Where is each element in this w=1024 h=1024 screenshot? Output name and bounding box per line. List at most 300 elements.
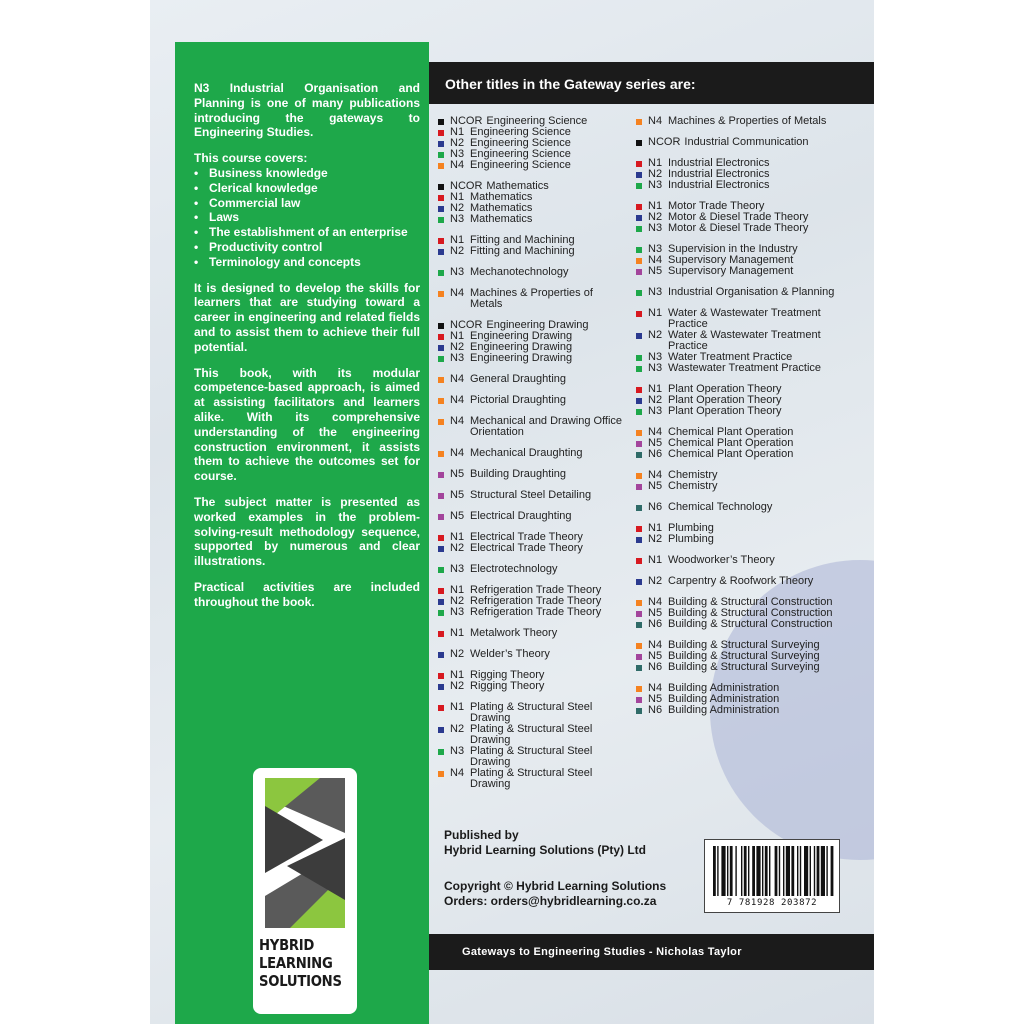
title-name: Woodworker’s Theory bbox=[668, 554, 775, 566]
title-name: Mechanotechnology bbox=[470, 266, 569, 278]
title-level: N4 bbox=[648, 639, 663, 651]
publisher-logo bbox=[253, 768, 357, 1014]
title-level: NCOR bbox=[450, 180, 483, 192]
level-square-icon bbox=[438, 270, 444, 276]
title-level: N2 bbox=[648, 394, 663, 406]
title-item bbox=[438, 511, 628, 522]
title-item bbox=[438, 448, 628, 459]
title-group bbox=[438, 649, 628, 660]
logo-mark-icon bbox=[265, 778, 345, 928]
level-square-icon bbox=[636, 473, 642, 479]
topic-item: • Productivity control bbox=[194, 240, 420, 255]
published-by-label: Published by bbox=[444, 828, 519, 842]
title-level: N3 bbox=[450, 352, 465, 364]
title-level: N4 bbox=[450, 767, 465, 779]
title-name: Chemical Plant Operation bbox=[668, 448, 794, 460]
title-name: Water & Wastewater Treatment Practice bbox=[668, 307, 821, 330]
title-level: N1 bbox=[648, 200, 663, 212]
title-item bbox=[636, 223, 841, 234]
title-item bbox=[438, 607, 628, 618]
level-square-icon bbox=[636, 409, 642, 415]
title-level: N1 bbox=[648, 522, 663, 534]
title-level: N4 bbox=[450, 159, 465, 171]
level-square-icon bbox=[438, 184, 444, 190]
title-level: N1 bbox=[450, 669, 465, 681]
level-square-icon bbox=[636, 526, 642, 532]
level-square-icon bbox=[438, 514, 444, 520]
title-level: N2 bbox=[450, 680, 465, 692]
title-group bbox=[636, 137, 841, 148]
title-item bbox=[438, 490, 628, 501]
titles-column-right bbox=[636, 116, 841, 726]
title-item bbox=[438, 768, 628, 790]
logo-line: SOLUTIONS bbox=[259, 972, 342, 990]
title-item bbox=[438, 267, 628, 278]
title-item bbox=[438, 702, 628, 724]
title-name: Industrial Electronics bbox=[668, 157, 770, 169]
level-square-icon bbox=[438, 652, 444, 658]
orders-contact: Orders: orders@hybridlearning.co.za bbox=[444, 893, 657, 908]
title-group bbox=[636, 555, 841, 566]
title-level: N3 bbox=[450, 148, 465, 160]
title-name: Engineering Drawing bbox=[470, 352, 573, 364]
title-group bbox=[636, 640, 841, 673]
topic-list bbox=[194, 166, 420, 270]
title-name: Industrial Electronics bbox=[668, 179, 770, 191]
level-square-icon bbox=[438, 567, 444, 573]
level-square-icon bbox=[636, 430, 642, 436]
title-level: N2 bbox=[648, 533, 663, 545]
title-name: Rigging Theory bbox=[470, 680, 545, 692]
title-group bbox=[438, 670, 628, 692]
level-square-icon bbox=[636, 654, 642, 660]
title-item bbox=[636, 308, 841, 330]
title-name: Wastewater Treatment Practice bbox=[668, 362, 822, 374]
title-name: Building & Structural Construction bbox=[668, 607, 833, 619]
topic-item: • Terminology and concepts bbox=[194, 255, 420, 270]
title-group bbox=[438, 702, 628, 790]
title-name: Engineering Drawing bbox=[486, 319, 589, 331]
title-item bbox=[438, 192, 628, 203]
title-name: Refrigeration Trade Theory bbox=[470, 595, 602, 607]
title-level: N2 bbox=[450, 137, 465, 149]
title-name: Mechanical and Drawing Office Orientation bbox=[470, 415, 623, 438]
level-square-icon bbox=[636, 215, 642, 221]
title-name: Machines & Properties of Metals bbox=[470, 287, 593, 310]
title-level: N5 bbox=[648, 607, 663, 619]
title-name: Plant Operation Theory bbox=[668, 405, 782, 417]
title-item bbox=[636, 287, 841, 298]
title-item bbox=[438, 469, 628, 480]
title-level: NCOR bbox=[648, 136, 681, 148]
title-name: Water & Wastewater Treatment Practice bbox=[668, 329, 821, 352]
title-group bbox=[636, 597, 841, 630]
level-square-icon bbox=[636, 537, 642, 543]
title-level: N2 bbox=[648, 211, 663, 223]
covers-label: This course covers: bbox=[194, 151, 308, 166]
level-square-icon bbox=[636, 226, 642, 232]
title-item bbox=[636, 523, 841, 534]
title-level: N2 bbox=[648, 575, 663, 587]
title-level: N4 bbox=[450, 373, 465, 385]
level-square-icon bbox=[438, 398, 444, 404]
level-square-icon bbox=[636, 247, 642, 253]
title-level: N3 bbox=[450, 266, 465, 278]
title-name: General Draughting bbox=[470, 373, 567, 385]
title-group bbox=[438, 395, 628, 406]
level-square-icon bbox=[636, 140, 642, 146]
title-level: N6 bbox=[648, 501, 663, 513]
topic-item: • Commercial law bbox=[194, 196, 420, 211]
level-square-icon bbox=[438, 345, 444, 351]
title-group bbox=[438, 320, 628, 364]
level-square-icon bbox=[636, 708, 642, 714]
title-name: Engineering Science bbox=[470, 159, 571, 171]
title-name: Building Draughting bbox=[470, 468, 567, 480]
level-square-icon bbox=[636, 484, 642, 490]
level-square-icon bbox=[438, 323, 444, 329]
title-name: Plumbing bbox=[668, 533, 714, 545]
title-level: N4 bbox=[450, 287, 465, 299]
level-square-icon bbox=[438, 206, 444, 212]
title-name: Industrial Organisation & Planning bbox=[668, 286, 835, 298]
level-square-icon bbox=[438, 493, 444, 499]
level-square-icon bbox=[636, 611, 642, 617]
title-group bbox=[438, 585, 628, 618]
title-level: N3 bbox=[450, 606, 465, 618]
level-square-icon bbox=[438, 684, 444, 690]
level-square-icon bbox=[438, 451, 444, 457]
title-item bbox=[438, 214, 628, 225]
level-square-icon bbox=[438, 673, 444, 679]
level-square-icon bbox=[636, 505, 642, 511]
title-level: N5 bbox=[648, 650, 663, 662]
title-level: N2 bbox=[450, 542, 465, 554]
title-level: N2 bbox=[450, 648, 465, 660]
title-name: Metalwork Theory bbox=[470, 627, 558, 639]
level-square-icon bbox=[438, 419, 444, 425]
title-group bbox=[636, 683, 841, 716]
title-level: N1 bbox=[450, 627, 465, 639]
title-item bbox=[636, 137, 841, 148]
title-level: N2 bbox=[450, 202, 465, 214]
title-level: N4 bbox=[450, 447, 465, 459]
level-square-icon bbox=[438, 356, 444, 362]
intro-paragraph-4: The subject matter is presented as worked examples in the problem-solving-result methodology sequence, supported by numerous and clear illustrations. bbox=[194, 494, 420, 569]
title-item bbox=[438, 628, 628, 639]
logo-line: LEARNING bbox=[259, 954, 333, 972]
level-square-icon bbox=[636, 204, 642, 210]
level-square-icon bbox=[636, 441, 642, 447]
title-item bbox=[636, 555, 841, 566]
title-item bbox=[438, 160, 628, 171]
titles-column-left bbox=[438, 116, 628, 800]
title-level: N2 bbox=[450, 245, 465, 257]
title-item bbox=[636, 534, 841, 545]
title-item bbox=[636, 266, 841, 277]
level-square-icon bbox=[636, 366, 642, 372]
level-square-icon bbox=[636, 183, 642, 189]
level-square-icon bbox=[438, 771, 444, 777]
level-square-icon bbox=[636, 258, 642, 264]
title-level: N5 bbox=[450, 510, 465, 522]
title-level: N6 bbox=[648, 704, 663, 716]
title-item bbox=[438, 746, 628, 768]
title-level: N2 bbox=[450, 595, 465, 607]
title-item bbox=[636, 481, 841, 492]
title-level: N2 bbox=[648, 329, 663, 341]
level-square-icon bbox=[438, 249, 444, 255]
series-header-bar bbox=[429, 62, 874, 104]
title-level: N2 bbox=[450, 341, 465, 353]
topic-item: • Clerical knowledge bbox=[194, 181, 420, 196]
title-level: N6 bbox=[648, 661, 663, 673]
title-group bbox=[438, 374, 628, 385]
title-group bbox=[438, 628, 628, 639]
level-square-icon bbox=[438, 588, 444, 594]
title-group bbox=[636, 384, 841, 417]
title-name: Building Administration bbox=[668, 704, 780, 716]
title-name: Industrial Communication bbox=[684, 136, 809, 148]
title-name: Building & Structural Construction bbox=[668, 618, 833, 630]
title-name: Supervision in the Industry bbox=[668, 243, 798, 255]
title-name: Electrotechnology bbox=[470, 563, 558, 575]
title-name: Machines & Properties of Metals bbox=[668, 115, 827, 127]
title-item bbox=[438, 203, 628, 214]
title-name: Chemistry bbox=[668, 469, 718, 481]
title-group bbox=[636, 427, 841, 460]
level-square-icon bbox=[636, 558, 642, 564]
title-level: N4 bbox=[450, 415, 465, 427]
title-name: Plant Operation Theory bbox=[668, 394, 782, 406]
title-item bbox=[636, 470, 841, 481]
level-square-icon bbox=[636, 665, 642, 671]
title-level: N3 bbox=[450, 213, 465, 225]
title-name: Electrical Trade Theory bbox=[470, 531, 583, 543]
title-group bbox=[636, 576, 841, 587]
level-square-icon bbox=[438, 334, 444, 340]
intro-paragraph-1: N3 Industrial Organisation and Planning is one of many publications introducing the gateways to Engineering Studies. bbox=[194, 81, 420, 140]
level-square-icon bbox=[636, 311, 642, 317]
level-square-icon bbox=[636, 697, 642, 703]
title-level: N4 bbox=[648, 596, 663, 608]
title-item bbox=[438, 543, 628, 554]
title-item bbox=[438, 353, 628, 364]
title-group bbox=[636, 523, 841, 545]
title-name: Building Administration bbox=[668, 693, 780, 705]
level-square-icon bbox=[438, 195, 444, 201]
title-level: N1 bbox=[450, 330, 465, 342]
title-level: N4 bbox=[648, 469, 663, 481]
title-level: N5 bbox=[450, 468, 465, 480]
title-level: N3 bbox=[648, 405, 663, 417]
title-level: N4 bbox=[648, 115, 663, 127]
title-group bbox=[636, 244, 841, 277]
title-name: Plant Operation Theory bbox=[668, 383, 782, 395]
title-name: Mathematics bbox=[470, 213, 533, 225]
title-name: Carpentry & Roofwork Theory bbox=[668, 575, 814, 587]
title-group bbox=[636, 308, 841, 374]
title-level: N3 bbox=[648, 286, 663, 298]
level-square-icon bbox=[438, 152, 444, 158]
title-group bbox=[438, 235, 628, 257]
title-level: NCOR bbox=[450, 115, 483, 127]
level-square-icon bbox=[636, 622, 642, 628]
title-group bbox=[438, 469, 628, 480]
title-name: Industrial Electronics bbox=[668, 168, 770, 180]
title-level: N2 bbox=[450, 723, 465, 735]
title-name: Plating & Structural Steel Drawing bbox=[470, 745, 593, 768]
title-group bbox=[438, 532, 628, 554]
title-group bbox=[636, 116, 841, 127]
isbn-barcode bbox=[704, 839, 840, 913]
level-square-icon bbox=[438, 610, 444, 616]
title-group bbox=[438, 564, 628, 575]
intro-paragraph-3: This book, with its modular competence-based approach, is aimed at assisting facilitators and learners alike. With its comprehensive understanding of the engineering construction environment, it assists them to achieve the outcomes set for course. bbox=[194, 365, 420, 484]
title-level: N5 bbox=[648, 693, 663, 705]
level-square-icon bbox=[636, 333, 642, 339]
title-level: N3 bbox=[648, 179, 663, 191]
title-name: Motor & Diesel Trade Theory bbox=[668, 222, 809, 234]
title-group bbox=[438, 416, 628, 438]
barcode-digits: 7 781928 203872 bbox=[726, 898, 818, 908]
level-square-icon bbox=[438, 291, 444, 297]
title-level: N1 bbox=[648, 307, 663, 319]
title-level: NCOR bbox=[450, 319, 483, 331]
level-square-icon bbox=[438, 217, 444, 223]
title-level: N1 bbox=[648, 554, 663, 566]
level-square-icon bbox=[636, 355, 642, 361]
title-name: Engineering Science bbox=[470, 137, 571, 149]
title-level: N2 bbox=[648, 168, 663, 180]
title-level: N3 bbox=[450, 563, 465, 575]
title-group bbox=[438, 490, 628, 501]
level-square-icon bbox=[636, 686, 642, 692]
title-name: Refrigeration Trade Theory bbox=[470, 606, 602, 618]
title-group bbox=[438, 116, 628, 171]
title-name: Engineering Science bbox=[470, 148, 571, 160]
title-name: Plating & Structural Steel Drawing bbox=[470, 723, 593, 746]
level-square-icon bbox=[636, 600, 642, 606]
title-name: Fitting and Machining bbox=[470, 245, 575, 257]
title-group bbox=[438, 181, 628, 225]
title-name: Engineering Drawing bbox=[470, 341, 573, 353]
title-level: N3 bbox=[450, 745, 465, 757]
title-name: Fitting and Machining bbox=[470, 234, 575, 246]
level-square-icon bbox=[438, 631, 444, 637]
intro-paragraph-2: It is designed to develop the skills for learners that are studying toward a career in engineering and related fields and to assist them to achieve their full potential. bbox=[194, 280, 420, 354]
title-level: N1 bbox=[450, 234, 465, 246]
title-name: Mathematics bbox=[470, 202, 533, 214]
title-group bbox=[438, 448, 628, 459]
publisher-name: Hybrid Learning Solutions (Pty) Ltd bbox=[444, 842, 646, 857]
title-item bbox=[636, 576, 841, 587]
title-name: Supervisory Management bbox=[668, 254, 794, 266]
title-name: Chemical Plant Operation bbox=[668, 437, 794, 449]
title-name: Mathematics bbox=[470, 191, 533, 203]
title-group bbox=[438, 267, 628, 278]
level-square-icon bbox=[636, 398, 642, 404]
title-name: Plating & Structural Steel Drawing bbox=[470, 701, 593, 724]
title-name: Plating & Structural Steel Drawing bbox=[470, 767, 593, 790]
level-square-icon bbox=[438, 163, 444, 169]
level-square-icon bbox=[438, 727, 444, 733]
title-level: N1 bbox=[648, 157, 663, 169]
title-item bbox=[438, 724, 628, 746]
level-square-icon bbox=[636, 579, 642, 585]
title-item bbox=[438, 416, 628, 438]
title-name: Engineering Science bbox=[486, 115, 588, 127]
title-name: Supervisory Management bbox=[668, 265, 794, 277]
footer-bar bbox=[429, 934, 874, 970]
title-level: N3 bbox=[648, 222, 663, 234]
title-level: N6 bbox=[648, 448, 663, 460]
level-square-icon bbox=[438, 377, 444, 383]
title-item bbox=[636, 662, 841, 673]
title-name: Motor & Diesel Trade Theory bbox=[668, 211, 809, 223]
title-item bbox=[438, 288, 628, 310]
title-name: Building & Structural Surveying bbox=[668, 650, 820, 662]
title-group bbox=[636, 502, 841, 513]
title-name: Motor Trade Theory bbox=[668, 200, 765, 212]
level-square-icon bbox=[438, 546, 444, 552]
title-name: Structural Steel Detailing bbox=[470, 489, 592, 501]
title-name: Electrical Trade Theory bbox=[470, 542, 583, 554]
title-name: Engineering Drawing bbox=[470, 330, 573, 342]
title-item bbox=[636, 619, 841, 630]
title-name: Building & Structural Surveying bbox=[668, 661, 820, 673]
title-item bbox=[438, 374, 628, 385]
level-square-icon bbox=[636, 452, 642, 458]
series-header-title: Other titles in the Gateway series are: bbox=[445, 76, 696, 92]
title-name: Chemical Technology bbox=[668, 501, 773, 513]
level-square-icon bbox=[636, 119, 642, 125]
title-item bbox=[636, 116, 841, 127]
title-level: N5 bbox=[648, 480, 663, 492]
level-square-icon bbox=[438, 535, 444, 541]
level-square-icon bbox=[438, 130, 444, 136]
description-text bbox=[194, 81, 420, 621]
title-item bbox=[636, 705, 841, 716]
title-item bbox=[636, 449, 841, 460]
title-name: Chemistry bbox=[668, 480, 718, 492]
logo-line: HYBRID bbox=[259, 936, 315, 954]
level-square-icon bbox=[636, 269, 642, 275]
title-name: Chemical Plant Operation bbox=[668, 426, 794, 438]
title-name: Rigging Theory bbox=[470, 669, 545, 681]
title-name: Building Administration bbox=[668, 682, 780, 694]
title-level: N4 bbox=[450, 394, 465, 406]
title-group bbox=[636, 470, 841, 492]
title-item bbox=[438, 246, 628, 257]
title-item bbox=[438, 649, 628, 660]
title-name: Welder’s Theory bbox=[470, 648, 550, 660]
level-square-icon bbox=[636, 172, 642, 178]
publisher-info bbox=[444, 828, 704, 908]
title-group bbox=[636, 158, 841, 191]
title-level: N6 bbox=[648, 618, 663, 630]
title-name: Electrical Draughting bbox=[470, 510, 572, 522]
title-group bbox=[636, 201, 841, 234]
level-square-icon bbox=[438, 119, 444, 125]
title-level: N1 bbox=[450, 126, 465, 138]
title-item bbox=[636, 180, 841, 191]
title-item bbox=[636, 406, 841, 417]
level-square-icon bbox=[636, 643, 642, 649]
title-level: N4 bbox=[648, 254, 663, 266]
title-level: N1 bbox=[450, 701, 465, 713]
title-name: Water Treatment Practice bbox=[668, 351, 793, 363]
